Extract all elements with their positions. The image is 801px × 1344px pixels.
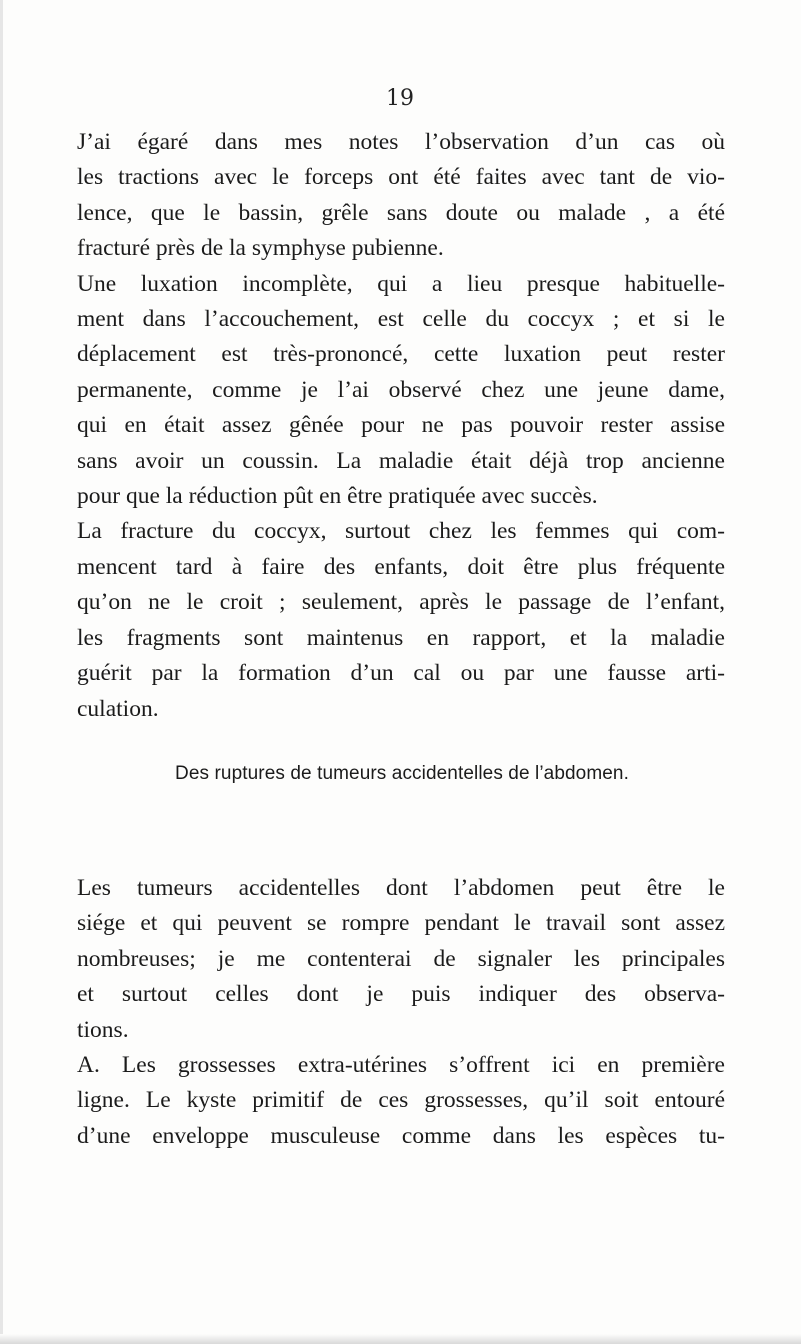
- text-line: permanente, comme je l’ai observé chez une jeune dame,: [77, 376, 725, 403]
- text-line: d’une enveloppe musculeuse comme dans les espèces tu-: [77, 1122, 725, 1149]
- paragraph-block-tumeurs: [77, 871, 725, 1154]
- text-line: ment dans l’accouchement, est celle du coccyx ; et si le: [77, 306, 725, 333]
- page-left-edge: [0, 0, 3, 1344]
- text-line: Les tumeurs accidentelles dont l’abdomen peut être le: [77, 875, 725, 901]
- text-line: La fracture du coccyx, surtout chez les femmes qui com-: [77, 518, 725, 545]
- text-line: qu’on ne le croit ; seulement, après le passage de l’enfant,: [77, 589, 725, 616]
- text-line: nombreuses; je me contenterai de signaler les principales: [77, 945, 725, 972]
- text-line: déplacement est très-prononcé, cette luxation peut rester: [77, 341, 725, 368]
- text-line: lence, que le bassin, grêle sans doute ou malade , a été: [77, 199, 725, 226]
- section-heading: Des ruptures de tumeurs accidentelles de l’abdomen.: [175, 763, 629, 784]
- text-line: ligne. Le kyste primitif de ces grossesses, qu’il soit entouré: [77, 1087, 725, 1114]
- paragraph-block-coccyx: [77, 125, 725, 727]
- text-line: tions.: [77, 1016, 129, 1043]
- text-line: pour que la réduction pût en être pratiquée avec succès.: [77, 483, 598, 510]
- text-line: mencent tard à faire des enfants, doit être plus fréquente: [77, 553, 725, 580]
- page-number: 19: [386, 86, 414, 111]
- text-line: J’ai égaré dans mes notes l’observation d’un cas où: [77, 129, 725, 155]
- text-line: guérit par la formation d’un cal ou par une fausse arti-: [77, 660, 725, 687]
- text-line: et surtout celles dont je puis indiquer des observa-: [77, 981, 725, 1008]
- text-line: qui en était assez gênée pour ne pas pouvoir rester assise: [77, 412, 725, 439]
- text-line: culation.: [77, 695, 159, 722]
- text-line: les fragments sont maintenus en rapport, et la maladie: [77, 624, 725, 651]
- text-line: Une luxation incomplète, qui a lieu presque habituelle-: [77, 270, 725, 297]
- text-line: les tractions avec le forceps ont été faites avec tant de vio-: [77, 164, 725, 191]
- text-line: A. Les grossesses extra-utérines s’offrent ici en première: [77, 1052, 725, 1079]
- text-line: sans avoir un coussin. La maladie était déjà trop ancienne: [77, 447, 725, 474]
- text-line: siége et qui peuvent se rompre pendant le travail sont assez: [77, 910, 725, 937]
- text-line: fracturé près de la symphyse pubienne.: [77, 235, 444, 262]
- page-bottom-edge: [0, 1334, 801, 1344]
